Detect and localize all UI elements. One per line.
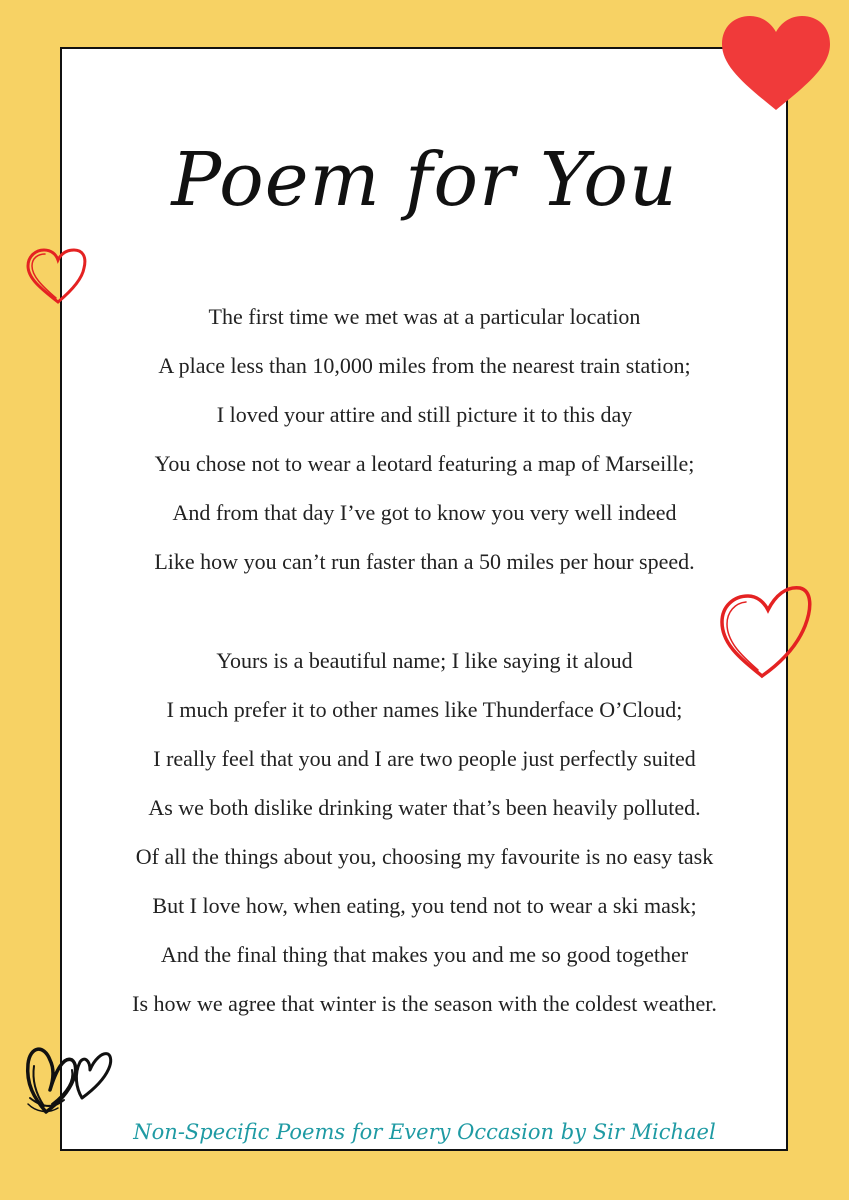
footer-credit: Non-Specific Poems for Every Occasion by Sir Michael <box>133 1120 716 1144</box>
poem-line: You chose not to wear a leotard featuring a map of Marseille; <box>154 451 695 476</box>
poem-line: I much prefer it to other names like Thunderface O’Cloud; <box>166 697 683 722</box>
poem-line: But I love how, when eating, you tend not to wear a ski mask; <box>152 893 697 918</box>
poem-line: A place less than 10,000 miles from the nearest train station; <box>158 353 691 378</box>
poem-line: Of all the things about you, choosing my favourite is no easy task <box>135 844 714 869</box>
poem-line: Like how you can’t run faster than a 50 miles per hour speed. <box>154 549 695 574</box>
poem-line: As we both dislike drinking water that’s been heavily polluted. <box>148 795 701 820</box>
poem-line: And from that day I’ve got to know you very well indeed <box>172 500 677 525</box>
poem-title: Poem for You <box>171 137 678 223</box>
poem-line: I really feel that you and I are two people just perfectly suited <box>153 746 696 771</box>
poem-line: And the final thing that makes you and me so good together <box>160 942 689 967</box>
poem-line: Is how we agree that winter is the season with the coldest weather. <box>132 991 717 1016</box>
poem-line: The first time we met was at a particular location <box>208 304 641 329</box>
poem-line: Yours is a beautiful name; I like saying it aloud <box>216 648 633 673</box>
stanza-2 <box>0 636 849 1028</box>
stanza-1 <box>0 292 849 586</box>
poem-line: I loved your attire and still picture it to this day <box>216 402 633 427</box>
